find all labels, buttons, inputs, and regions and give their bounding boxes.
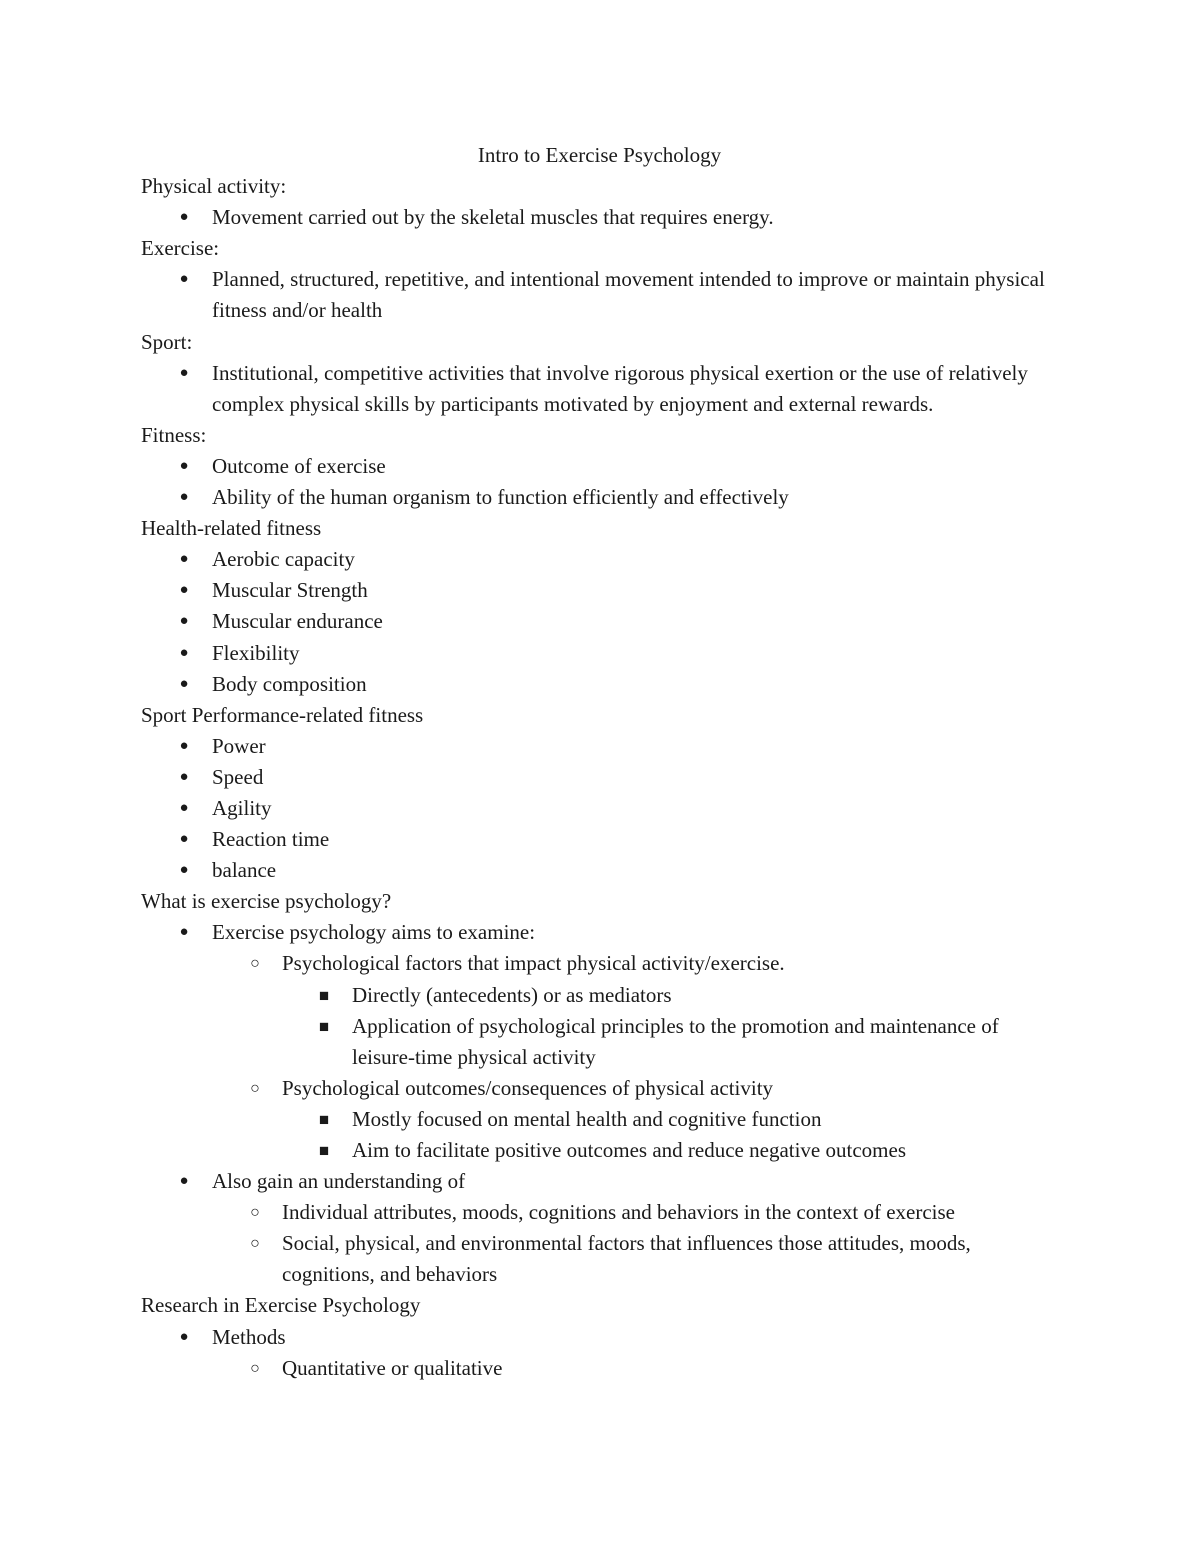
list-item-text: Mostly focused on mental health and cognitive function xyxy=(352,1106,822,1131)
list-item xyxy=(141,731,1061,762)
bullet-square-icon xyxy=(317,980,331,1011)
list-item-text: Power xyxy=(212,733,266,758)
list-item xyxy=(141,638,1061,669)
list-item xyxy=(141,1073,1061,1104)
list-item xyxy=(141,917,1061,948)
section-heading: Exercise: xyxy=(141,236,220,261)
list-item xyxy=(141,980,1061,1011)
list-item-text: Psychological outcomes/consequences of physical activity xyxy=(282,1075,774,1100)
list-item xyxy=(141,1011,1061,1073)
bullet-disc-icon xyxy=(177,793,191,824)
list-item xyxy=(141,575,1061,606)
bullet-circle-icon xyxy=(248,1073,262,1104)
list-item xyxy=(141,669,1061,700)
section-heading: Health-related fitness xyxy=(141,516,322,541)
bullet-disc-icon xyxy=(177,358,191,389)
document-page xyxy=(141,140,1061,1384)
section-heading: What is exercise psychology? xyxy=(141,889,392,914)
bullet-circle-icon xyxy=(248,1228,262,1259)
list-item-text: Muscular endurance xyxy=(212,609,383,634)
bullet-disc-icon xyxy=(177,824,191,855)
list-item-text: Exercise psychology aims to examine: xyxy=(212,920,536,945)
list-item xyxy=(141,482,1061,513)
bullet-disc-icon xyxy=(177,544,191,575)
list-item-text: Social, physical, and environmental factors that influences those attitudes, moods, cognitions, and behaviors xyxy=(282,1231,971,1287)
list-item-text: Outcome of exercise xyxy=(212,453,386,478)
list-item xyxy=(141,358,1061,420)
bullet-disc-icon xyxy=(177,669,191,700)
list-item-text: Speed xyxy=(212,764,264,789)
list-item xyxy=(141,855,1061,886)
bullet-disc-icon xyxy=(177,264,191,295)
list-item xyxy=(141,1104,1061,1135)
list-item xyxy=(141,264,1061,326)
section-heading: Physical activity: xyxy=(141,174,287,199)
list-item-text: Flexibility xyxy=(212,640,300,665)
list-item-text: Directly (antecedents) or as mediators xyxy=(352,982,672,1007)
list-item-text: Aim to facilitate positive outcomes and reduce negative outcomes xyxy=(352,1138,906,1162)
list-item-text: Planned, structured, repetitive, and intentional movement intended to improve or maintain physical fitness and/or health xyxy=(212,267,1045,323)
list-item xyxy=(141,544,1061,575)
list-item-text: Muscular Strength xyxy=(212,578,368,603)
bullet-disc-icon xyxy=(177,482,191,513)
list-item-text: Individual attributes, moods, cognitions and behaviors in the context of exercise xyxy=(282,1200,956,1225)
bullet-disc-icon xyxy=(177,855,191,886)
list-item-text: Body composition xyxy=(212,671,367,696)
bullet-disc-icon xyxy=(177,917,191,948)
section-heading: Research in Exercise Psychology xyxy=(141,1293,421,1318)
list-item xyxy=(141,202,1061,233)
list-item xyxy=(141,1135,1061,1166)
list-item-text: Reaction time xyxy=(212,827,330,852)
bullet-circle-icon xyxy=(248,948,262,979)
bullet-disc-icon xyxy=(177,606,191,637)
list-item xyxy=(141,451,1061,482)
list-item-text: Application of psychological principles to the promotion and maintenance of leisure-time physical activity xyxy=(352,1013,999,1069)
section-heading: Sport Performance-related fitness xyxy=(141,702,424,727)
list-item xyxy=(141,1166,1061,1197)
bullet-disc-icon xyxy=(177,638,191,669)
bullet-circle-icon xyxy=(248,1197,262,1228)
section-heading: Sport: xyxy=(141,329,193,354)
list-item xyxy=(141,606,1061,637)
list-item-text: Psychological factors that impact physical activity/exercise. xyxy=(282,951,785,976)
list-item-text: balance xyxy=(212,858,277,883)
list-item-text: Also gain an understanding of xyxy=(212,1169,466,1194)
list-item xyxy=(141,1228,1061,1290)
list-item-text: Aerobic capacity xyxy=(212,547,355,572)
list-item-text: Methods xyxy=(212,1324,286,1349)
bullet-disc-icon xyxy=(177,575,191,606)
document-body xyxy=(141,171,1061,1384)
list-item xyxy=(141,1197,1061,1228)
list-item xyxy=(141,1353,1061,1384)
list-item xyxy=(141,824,1061,855)
list-item-text: Institutional, competitive activities that involve rigorous physical exertion or the use of relatively complex physical skills by participants motivated by enjoyment and external rewards. xyxy=(212,360,1028,416)
list-item xyxy=(141,793,1061,824)
list-item-text: Agility xyxy=(212,795,272,820)
bullet-disc-icon xyxy=(177,1322,191,1353)
list-item-text: Quantitative or qualitative xyxy=(282,1355,503,1380)
section-heading: Fitness: xyxy=(141,422,207,447)
list-item xyxy=(141,948,1061,979)
list-item xyxy=(141,762,1061,793)
bullet-disc-icon xyxy=(177,202,191,233)
bullet-disc-icon xyxy=(177,1166,191,1197)
bullet-disc-icon xyxy=(177,762,191,793)
document-title: Intro to Exercise Psychology xyxy=(477,143,722,167)
list-item-text: Ability of the human organism to function efficiently and effectively xyxy=(212,485,789,510)
bullet-disc-icon xyxy=(177,451,191,482)
list-item xyxy=(141,1322,1061,1353)
bullet-circle-icon xyxy=(248,1353,262,1384)
bullet-disc-icon xyxy=(177,731,191,762)
list-item-text: Movement carried out by the skeletal muscles that requires energy. xyxy=(212,205,774,230)
bullet-square-icon xyxy=(317,1011,331,1042)
bullet-square-icon xyxy=(317,1104,331,1135)
bullet-square-icon xyxy=(317,1135,331,1166)
